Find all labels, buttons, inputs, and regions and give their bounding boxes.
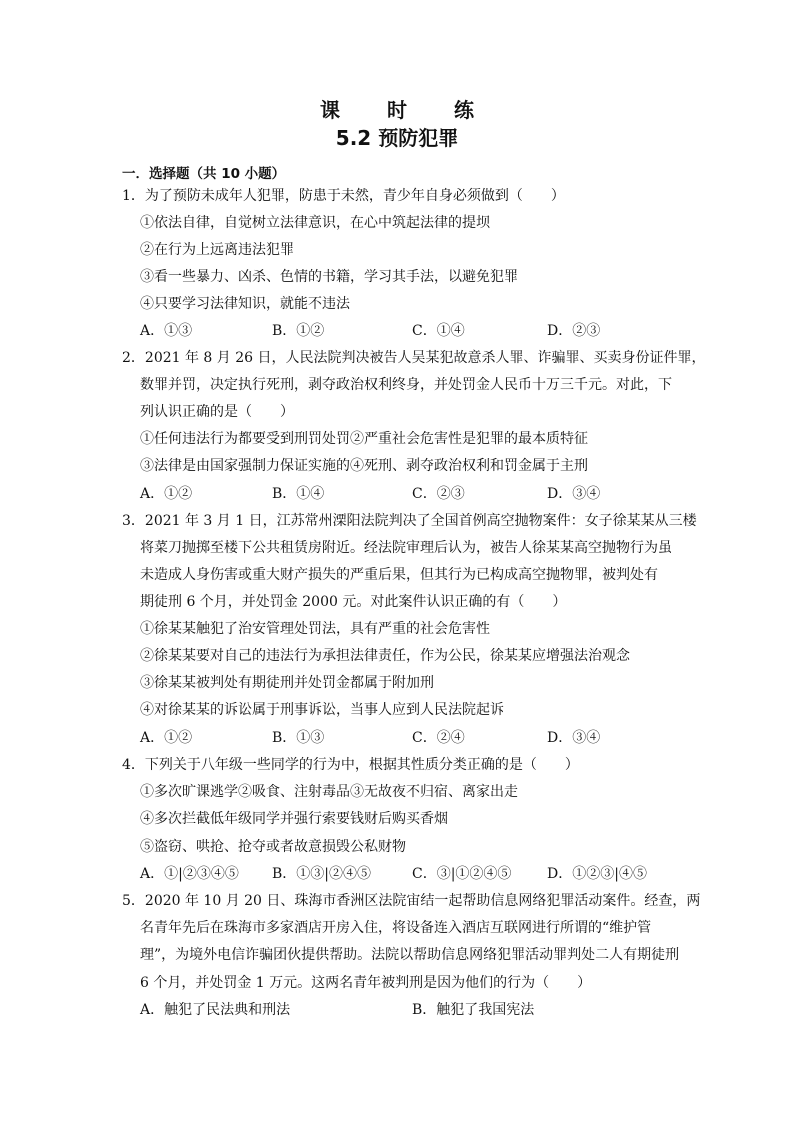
question-3-option-b[interactable]: B．①③ bbox=[272, 730, 325, 746]
question-2-stem: 列认识正确的是（ ） bbox=[140, 404, 294, 420]
question-1-option-b[interactable]: B．①② bbox=[272, 323, 325, 339]
question-2-stem: 2．2021 年 8 月 26 日，人民法院判决被告人吴某犯故意杀人罪、诈骗罪、买卖身份证件罪， bbox=[122, 350, 706, 366]
question-2-option-a[interactable]: A．①② bbox=[140, 486, 193, 502]
question-5-stem: 5．2020 年 10 月 20 日、珠海市香洲区法院宙结一起帮助信息网络犯罪活动案件。经查，两 bbox=[122, 893, 701, 909]
question-1-item: ③看一些暴力、凶杀、色情的书籍，学习其手法，以避免犯罪 bbox=[140, 269, 518, 285]
question-3-option-a[interactable]: A．①② bbox=[140, 730, 193, 746]
question-4-option-a[interactable]: A．①|②③④⑤ bbox=[140, 866, 239, 882]
question-2-option-d[interactable]: D．③④ bbox=[547, 486, 601, 502]
question-3-item: ④对徐某某的诉讼属于刑事诉讼，当事人应到人民法院起诉 bbox=[140, 702, 504, 718]
question-1-option-a[interactable]: A．①③ bbox=[140, 323, 193, 339]
question-3-stem: 期徒刑 6 个月，并处罚金 2000 元。对此案件认识正确的有（ ） bbox=[140, 594, 567, 610]
question-2-option-c[interactable]: C．②③ bbox=[412, 486, 465, 502]
question-3-stem: 3．2021 年 3 月 1 日，江苏常州溧阳法院判决了全国首例高空抛物案件：女子徐某某从三楼 bbox=[122, 513, 697, 529]
question-3-option-d[interactable]: D．③④ bbox=[547, 730, 601, 746]
question-4-item: ④多次拦截低年级同学并强行索要钱财后购买香烟 bbox=[140, 811, 448, 827]
question-3-option-c[interactable]: C．②④ bbox=[412, 730, 465, 746]
question-4-item: ⑤盗窃、哄抢、抢夺或者故意损毁公私财物 bbox=[140, 839, 406, 855]
question-3-stem: 未造成人身伤害或重大财产损失的严重后果，但其行为已构成高空抛物罪，被判处有 bbox=[140, 567, 658, 583]
question-2-item: ③法律是由国家强制力保证实施的④死刑、剥夺政治权利和罚金属于主刑 bbox=[140, 458, 588, 474]
question-2-item: ①任何违法行为都要受到刑罚处罚②严重社会危害性是犯罪的最本质特征 bbox=[140, 431, 588, 447]
question-2-option-b[interactable]: B．①④ bbox=[272, 486, 325, 502]
question-3-stem: 将菜刀抛掷至楼下公共租赁房附近。经法院审理后认为，被告人徐某某高空抛物行为虽 bbox=[140, 540, 672, 556]
question-1-option-d[interactable]: D．②③ bbox=[547, 323, 601, 339]
question-1-item: ②在行为上远离违法犯罪 bbox=[140, 242, 294, 258]
question-4-stem: 4．下列关于八年级一些同学的行为中，根据其性质分类正确的是（ ） bbox=[122, 757, 579, 773]
question-5-option-a[interactable]: A．触犯了民法典和刑法 bbox=[140, 1002, 291, 1018]
question-4-option-d[interactable]: D．①②③|④⑤ bbox=[547, 866, 647, 882]
question-4-option-c[interactable]: C．③|①②④⑤ bbox=[412, 866, 512, 882]
page-title: 课 时 练 bbox=[320, 98, 494, 122]
question-1-stem: 1．为了预防未成年人犯罪，防患于未然，青少年自身必须做到（ ） bbox=[122, 188, 565, 204]
question-5-stem: 6 个月，并处罚金 1 万元。这两名青年被判刑是因为他们的行为（ ） bbox=[140, 975, 592, 991]
page-subtitle: 5.2 预防犯罪 bbox=[335, 126, 459, 150]
question-3-item: ①徐某某触犯了治安管理处罚法，具有严重的社会危害性 bbox=[140, 621, 490, 637]
question-5-option-b[interactable]: B．触犯了我国宪法 bbox=[412, 1002, 535, 1018]
section-heading: 一．选择题（共 10 小题） bbox=[122, 166, 286, 182]
question-3-item: ②徐某某要对自己的违法行为承担法律责任，作为公民，徐某某应增强法治观念 bbox=[140, 648, 630, 664]
question-1-option-c[interactable]: C．①④ bbox=[412, 323, 465, 339]
question-2-stem: 数罪并罚，决定执行死刑，剥夺政治权利终身，并处罚金人民币十万三千元。对此，下 bbox=[140, 377, 672, 393]
question-4-item: ①多次旷课逃学②吸食、注射毒品③无故夜不归宿、离家出走 bbox=[140, 784, 518, 800]
question-5-stem: 理”，为境外电信诈骗团伙提供帮助。法院以帮助信息网络犯罪活动罪判处二人有期徒刑 bbox=[140, 947, 680, 963]
question-5-stem: 名青年先后在珠海市多家酒店开房入住，将设备连入酒店互联网进行所谓的“维护管 bbox=[140, 920, 652, 936]
question-1-item: ④只要学习法律知识，就能不违法 bbox=[140, 296, 350, 312]
question-1-item: ①依法自律，自觉树立法律意识，在心中筑起法律的提坝 bbox=[140, 215, 490, 231]
question-3-item: ③徐某某被判处有期徒刑并处罚金都属于附加刑 bbox=[140, 675, 434, 691]
question-4-option-b[interactable]: B．①③|②④⑤ bbox=[272, 866, 372, 882]
